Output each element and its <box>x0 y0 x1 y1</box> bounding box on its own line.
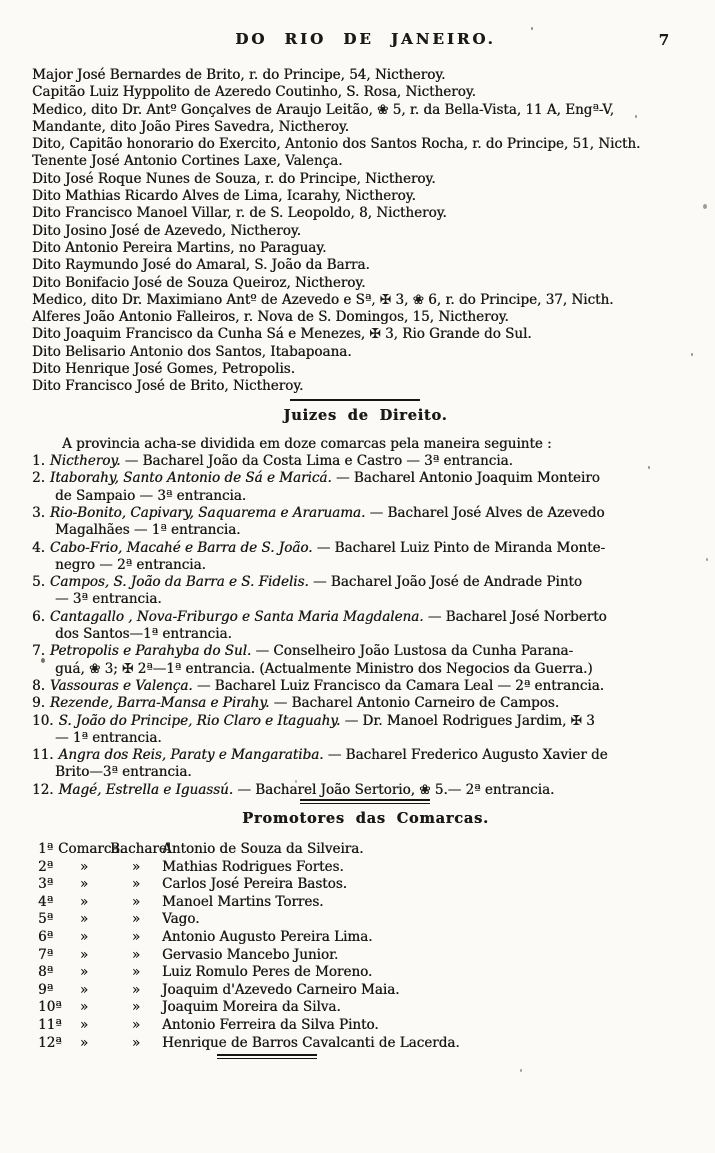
entry-text: — Dr. Manoel Rodrigues Jardim, ✠ 3 <box>340 712 595 729</box>
comarca-ordinal: 1ª <box>38 840 54 857</box>
ditto-mark: » <box>131 893 141 910</box>
judge-entry <box>32 713 699 730</box>
judge-entry <box>32 540 699 557</box>
entry-text: — Bacharel João José de Andrade Pinto <box>308 574 582 591</box>
judge-entry <box>32 574 699 591</box>
comarca-name: Cantagallo , Nova-Friburgo e Santa Maria Magdalena. <box>49 608 424 625</box>
judge-entry <box>32 695 699 712</box>
promoter-name: Henrique de Barros Cavalcanti de Lacerda. <box>162 1034 460 1051</box>
promoters-table <box>32 841 699 1052</box>
comarca-ordinal: 8ª <box>38 964 54 981</box>
entry-number: 8. <box>32 677 45 694</box>
officer-line: Dito, Capitão honorario do Exercito, Antonio dos Santos Rocha, r. do Principe, 51, Nicth. <box>32 136 641 153</box>
promoter-name: Carlos José Pereira Bastos. <box>162 876 347 893</box>
ditto-mark: » <box>79 893 89 910</box>
entry-number: 1. <box>32 453 45 470</box>
judge-entry <box>32 643 699 660</box>
comarca-name: Nictheroy. <box>49 453 121 470</box>
title-label: Bacharel <box>110 840 172 857</box>
ditto-mark: » <box>131 911 141 928</box>
comarca-label: Comarca. <box>58 840 124 857</box>
entry-continuation: negro — 2ª entrancia. <box>55 556 206 573</box>
judges-list <box>32 453 699 799</box>
officer-line: Major José Bernardes de Brito, r. do Principe, 54, Nictheroy. <box>32 67 446 83</box>
judge-entry <box>32 505 699 522</box>
comarca-name: Itaborahy, Santo Antonio de Sá e Maricá. <box>49 470 332 487</box>
comarca-name: Magé, Estrella e Iguassú. <box>58 781 234 798</box>
entry-text: — Bacharel Luiz Pinto de Miranda Monte- <box>312 539 606 556</box>
table-row <box>32 841 699 859</box>
entry-continuation: — 3ª entrancia. <box>55 591 162 608</box>
comarca-ordinal: 12ª <box>38 1034 62 1051</box>
ditto-mark: » <box>131 1016 141 1033</box>
ditto-mark: » <box>131 876 141 893</box>
table-row <box>32 929 699 947</box>
ditto-mark: » <box>79 946 89 963</box>
promoter-name: Gervasio Mancebo Junior. <box>162 946 339 963</box>
entry-text: — Bacharel Antonio Carneiro de Campos. <box>269 695 560 712</box>
entry-continuation: — 1ª entrancia. <box>55 729 162 746</box>
comarca-name: Vassouras e Valença. <box>49 677 193 694</box>
ditto-mark: » <box>131 858 141 875</box>
entry-number: 5. <box>32 574 45 591</box>
entry-number: 7. <box>32 643 45 660</box>
promoter-name: Joaquim Moreira da Silva. <box>162 999 341 1016</box>
judge-entry <box>32 747 699 764</box>
judge-entry <box>32 453 699 470</box>
entry-text: — Bacharel Antonio Joaquim Monteiro <box>331 470 600 487</box>
promoter-name: Joaquim d'Azevedo Carneiro Maia. <box>162 981 400 998</box>
promoter-name: Mathias Rodrigues Fortes. <box>162 858 344 875</box>
judges-section-heading: Juizes de Direito. <box>283 406 448 424</box>
entry-number: 12. <box>32 781 54 798</box>
comarca-name: Petropolis e Parahyba do Sul. <box>49 643 252 660</box>
page-number: 7 <box>658 31 669 49</box>
comarca-ordinal: 9ª <box>38 981 54 998</box>
table-row <box>32 859 699 877</box>
officer-line: Dito Belisario Antonio dos Santos, Itabapoana. <box>32 343 352 360</box>
running-title: DO RIO DE JANEIRO. <box>235 30 496 48</box>
officer-line: Medico, dito Dr. Maximiano Antº de Azevedo e Sª, ✠ 3, ❀ 6, r. do Principe, 37, Nicth. <box>32 291 614 308</box>
table-row <box>32 911 699 929</box>
ditto-mark: » <box>131 981 141 998</box>
entry-text: — Bacharel João da Costa Lima e Castro — 3ª entrancia. <box>120 453 513 470</box>
entry-number: 4. <box>32 539 45 556</box>
table-row <box>32 999 699 1017</box>
ditto-mark: » <box>79 858 89 875</box>
ditto-mark: » <box>79 981 89 998</box>
table-row <box>32 1035 699 1053</box>
page-header <box>32 30 699 50</box>
ditto-mark: » <box>131 946 141 963</box>
comarca-ordinal: 11ª <box>38 1016 62 1033</box>
entry-text: — Bacharel José Norberto <box>423 608 607 625</box>
officer-line: Dito Raymundo José do Amaral, S. João da Barra. <box>32 257 370 274</box>
ditto-mark: » <box>79 928 89 945</box>
comarca-name: Rezende, Barra-Mansa e Pirahy. <box>49 695 270 712</box>
ditto-mark: » <box>79 1034 89 1051</box>
officer-line: Dito Bonifacio José de Souza Queiroz, Nictheroy. <box>32 274 366 291</box>
table-row <box>32 964 699 982</box>
comarca-name: Campos, S. João da Barra e S. Fidelis. <box>49 574 309 591</box>
promoter-name: Antonio de Souza da Silveira. <box>162 840 364 857</box>
entry-number: 3. <box>32 504 45 521</box>
comarca-name: Cabo-Frio, Macahé e Barra de S. João. <box>49 539 313 556</box>
entry-number: 2. <box>32 470 45 487</box>
table-row <box>32 1017 699 1035</box>
ditto-mark: » <box>131 999 141 1016</box>
comarca-ordinal: 5ª <box>38 911 54 928</box>
ditto-mark: » <box>131 928 141 945</box>
promoter-name: Vago. <box>162 911 200 928</box>
entry-continuation: guá, ❀ 3; ✠ 2ª—1ª entrancia. (Actualmente Ministro dos Negocios da Guerra.) <box>55 660 593 677</box>
officer-list <box>32 67 699 396</box>
comarca-ordinal: 2ª <box>38 858 54 875</box>
comarca-ordinal: 6ª <box>38 928 54 945</box>
ditto-mark: » <box>131 964 141 981</box>
comarca-ordinal: 10ª <box>38 999 62 1016</box>
promoter-name: Antonio Ferreira da Silva Pinto. <box>162 1016 379 1033</box>
officer-line: Mandante, dito João Pires Savedra, Nictheroy. <box>32 118 349 135</box>
comarca-ordinal: 4ª <box>38 893 54 910</box>
end-divider <box>217 1054 317 1059</box>
promoters-section-heading: Promotores das Comarcas. <box>242 809 489 827</box>
promoter-name: Luiz Romulo Peres de Moreno. <box>162 964 373 981</box>
entry-continuation: Brito—3ª entrancia. <box>55 764 192 781</box>
officer-line: Dito José Roque Nunes de Souza, r. do Principe, Nictheroy. <box>32 170 436 187</box>
officer-line: Alferes João Antonio Falleiros, r. Nova de S. Domingos, 15, Nictheroy. <box>32 309 509 326</box>
officer-line: Medico, dito Dr. Antº Gonçalves de Araujo Leitão, ❀ 5, r. da Bella-Vista, 11 A, Engª-V, <box>32 101 614 118</box>
entry-continuation: dos Santos—1ª entrancia. <box>55 626 232 643</box>
comarca-name: Angra dos Reis, Paraty e Mangaratiba. <box>58 747 324 764</box>
officer-line: Dito Mathias Ricardo Alves de Lima, Icarahy, Nictheroy. <box>32 188 416 205</box>
officer-line: Dito Henrique José Gomes, Petropolis. <box>32 361 295 378</box>
table-row <box>32 894 699 912</box>
ditto-mark: » <box>79 964 89 981</box>
promoter-name: Antonio Augusto Pereira Lima. <box>162 928 373 945</box>
entry-text: — Conselheiro João Lustosa da Cunha Parana- <box>251 643 574 660</box>
officer-line: Dito Francisco José de Brito, Nictheroy. <box>32 378 304 395</box>
judge-entry <box>32 470 699 487</box>
judge-entry <box>32 609 699 626</box>
entry-text: — Bacharel Luiz Francisco da Camara Leal — 2ª entrancia. <box>192 677 604 694</box>
ditto-mark: » <box>79 1016 89 1033</box>
ditto-mark: » <box>79 876 89 893</box>
table-row <box>32 876 699 894</box>
officer-line: Capitão Luiz Hyppolito de Azeredo Coutinho, S. Rosa, Nictheroy. <box>32 84 476 101</box>
promoter-name: Manoel Martins Torres. <box>162 893 324 910</box>
ditto-mark: » <box>131 1034 141 1051</box>
entry-number: 10. <box>32 712 54 729</box>
judge-entry <box>32 782 699 799</box>
entry-text: — Bacharel João Sertorio, ❀ 5.— 2ª entrancia. <box>233 781 555 798</box>
ditto-mark: » <box>79 999 89 1016</box>
comarca-name: S. João do Principe, Rio Claro e Itaguahy. <box>58 712 341 729</box>
comarca-ordinal: 3ª <box>38 876 54 893</box>
judges-intro: A provincia acha-se dividida em doze comarcas pela maneira seguinte : <box>62 435 552 452</box>
comarca-ordinal: 7ª <box>38 946 54 963</box>
officer-line: Tenente José Antonio Cortines Laxe, Valença. <box>32 153 343 170</box>
comarca-name: Rio-Bonito, Capivary, Saquarema e Araruama. <box>49 504 366 521</box>
entry-text: — Bacharel Frederico Augusto Xavier de <box>323 747 608 764</box>
table-row <box>32 947 699 965</box>
section-divider <box>300 799 430 804</box>
entry-number: 11. <box>32 747 54 764</box>
officer-line: Dito Francisco Manoel Villar, r. de S. Leopoldo, 8, Nictheroy. <box>32 205 447 222</box>
officer-line: Dito Antonio Pereira Martins, no Paraguay. <box>32 239 327 256</box>
ditto-mark: » <box>79 911 89 928</box>
table-row <box>32 982 699 1000</box>
entry-number: 9. <box>32 695 45 712</box>
entry-continuation: de Sampaio — 3ª entrancia. <box>55 487 247 504</box>
entry-text: — Bacharel José Alves de Azevedo <box>365 504 605 521</box>
officer-line: Dito Joaquim Francisco da Cunha Sá e Menezes, ✠ 3, Rio Grande do Sul. <box>32 326 532 343</box>
entry-number: 6. <box>32 608 45 625</box>
section-divider <box>290 399 420 401</box>
judge-entry <box>32 678 699 695</box>
entry-continuation: Magalhães — 1ª entrancia. <box>55 522 241 539</box>
officer-line: Dito Josino José de Azevedo, Nictheroy. <box>32 222 301 239</box>
